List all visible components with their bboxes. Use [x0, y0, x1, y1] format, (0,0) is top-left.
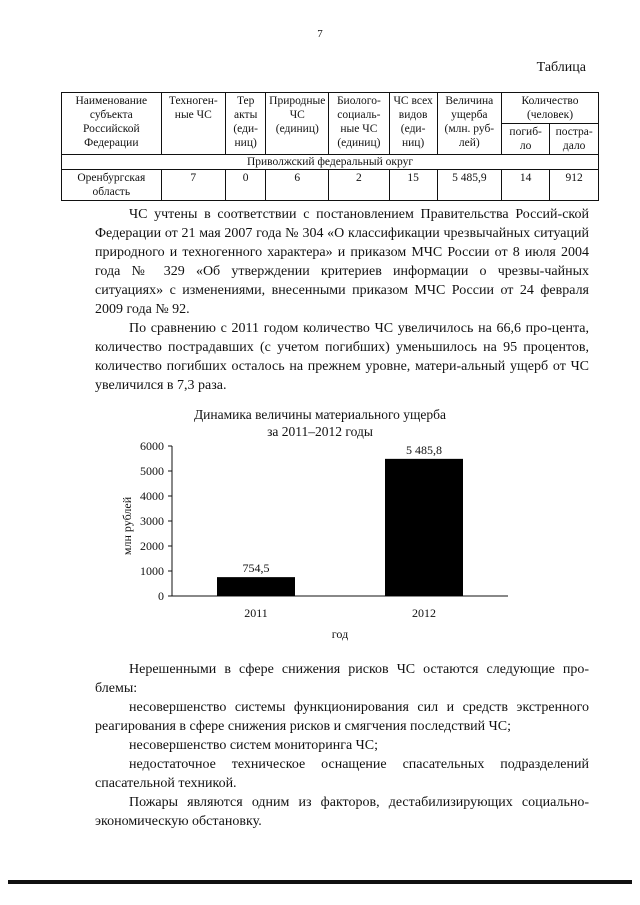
- chart-title-line: Динамика величины материального ущерба: [193, 407, 447, 422]
- damage-chart: [120, 400, 520, 650]
- header-injured: постра- дало: [550, 124, 599, 155]
- statistics-table: [61, 92, 599, 201]
- paragraph: несовершенство систем мониторинга ЧС;: [129, 738, 378, 753]
- cell-biosocial: 2: [329, 170, 389, 201]
- cell-natural: 6: [266, 170, 329, 201]
- chart-plot: [120, 400, 520, 650]
- paragraph: Нерешенными в сфере снижения рисков ЧС остаются следующие про-блемы:: [95, 662, 589, 696]
- bar: [385, 459, 463, 596]
- paragraph: ЧС учтены в соответствии с постановлением Правительства Россий-ской Федерации от 21 мая 2007 года № 304 «О классификации чрезвычайных ситуаций природного и техногенного характера» и приказом МЧС России от 8 июля 2004 года № 329 «Об утверждении критериев информации о чрезвы-чайных ситуациях» с изменениями, внесенными приказом МЧС России от 24 февраля 2009 года № 92.: [95, 207, 589, 317]
- y-tick-label: 6000: [140, 439, 164, 453]
- y-tick-label: 2000: [140, 539, 164, 553]
- cell-dead: 14: [501, 170, 549, 201]
- bottom-rule: [8, 880, 632, 884]
- cell-all-types: 15: [389, 170, 437, 201]
- header-terror: Тер акты (еди- ниц): [225, 93, 265, 155]
- paragraph: По сравнению с 2011 годом количество ЧС увеличилось на 66,6 про-цента, количество пострадавших (с учетом погибших) уменьшилось на 95 процентов, количество погибших осталось на прежнем уровне, матери-альный ущерб от ЧС увеличился в 7,3 раза.: [95, 321, 589, 393]
- paragraph: недостаточное техническое оснащение спасательных подразделений спасательной техникой.: [95, 757, 589, 791]
- body-text-bottom: [95, 660, 589, 831]
- x-tick-label: 2012: [412, 606, 436, 620]
- header-count: Количество (человек): [501, 93, 598, 124]
- y-tick-label: 3000: [140, 514, 164, 528]
- table-caption: Таблица: [536, 60, 586, 75]
- header-technogenic: Техноген- ные ЧС: [161, 93, 225, 155]
- bar: [217, 577, 295, 596]
- table-row: [62, 170, 599, 201]
- cell-injured: 912: [550, 170, 599, 201]
- paragraph: Пожары являются одним из факторов, дестабилизирующих социально-экономическую обстановку.: [95, 795, 589, 829]
- header-dead: погиб- ло: [501, 124, 549, 155]
- paragraph: несовершенство системы функционирования сил и средств экстренного реагирования в сфере снижения рисков и смягчения последствий ЧС;: [95, 700, 589, 734]
- y-tick-label: 1000: [140, 564, 164, 578]
- y-axis-label: млн рублей: [120, 496, 134, 556]
- body-text-top: [95, 205, 589, 395]
- cell-terror: 0: [225, 170, 265, 201]
- cell-damage: 5 485,9: [437, 170, 501, 201]
- cell-subject: Оренбургская область: [62, 170, 162, 201]
- chart-title-line: за 2011–2012 годы: [267, 424, 373, 439]
- header-biosocial: Биолого- социаль- ные ЧС (единиц): [329, 93, 389, 155]
- bar-value-label: 754,5: [242, 561, 270, 576]
- page-number: 7: [317, 28, 323, 40]
- region-row: Приволжский федеральный округ: [62, 155, 599, 170]
- y-tick-label: 0: [158, 589, 164, 603]
- header-all-types: ЧС всех видов (еди- ниц): [389, 93, 437, 155]
- header-damage: Величина ущерба (млн. руб- лей): [437, 93, 501, 155]
- bar-value-label: 5 485,8: [406, 442, 442, 457]
- y-tick-label: 5000: [140, 464, 164, 478]
- cell-technogenic: 7: [161, 170, 225, 201]
- y-tick-label: 4000: [140, 489, 164, 503]
- header-subject: Наименование субъекта Российской Федерации: [62, 93, 162, 155]
- x-axis-label: год: [331, 627, 349, 641]
- header-natural: Природные ЧС (единиц): [266, 93, 329, 155]
- x-tick-label: 2011: [244, 606, 268, 620]
